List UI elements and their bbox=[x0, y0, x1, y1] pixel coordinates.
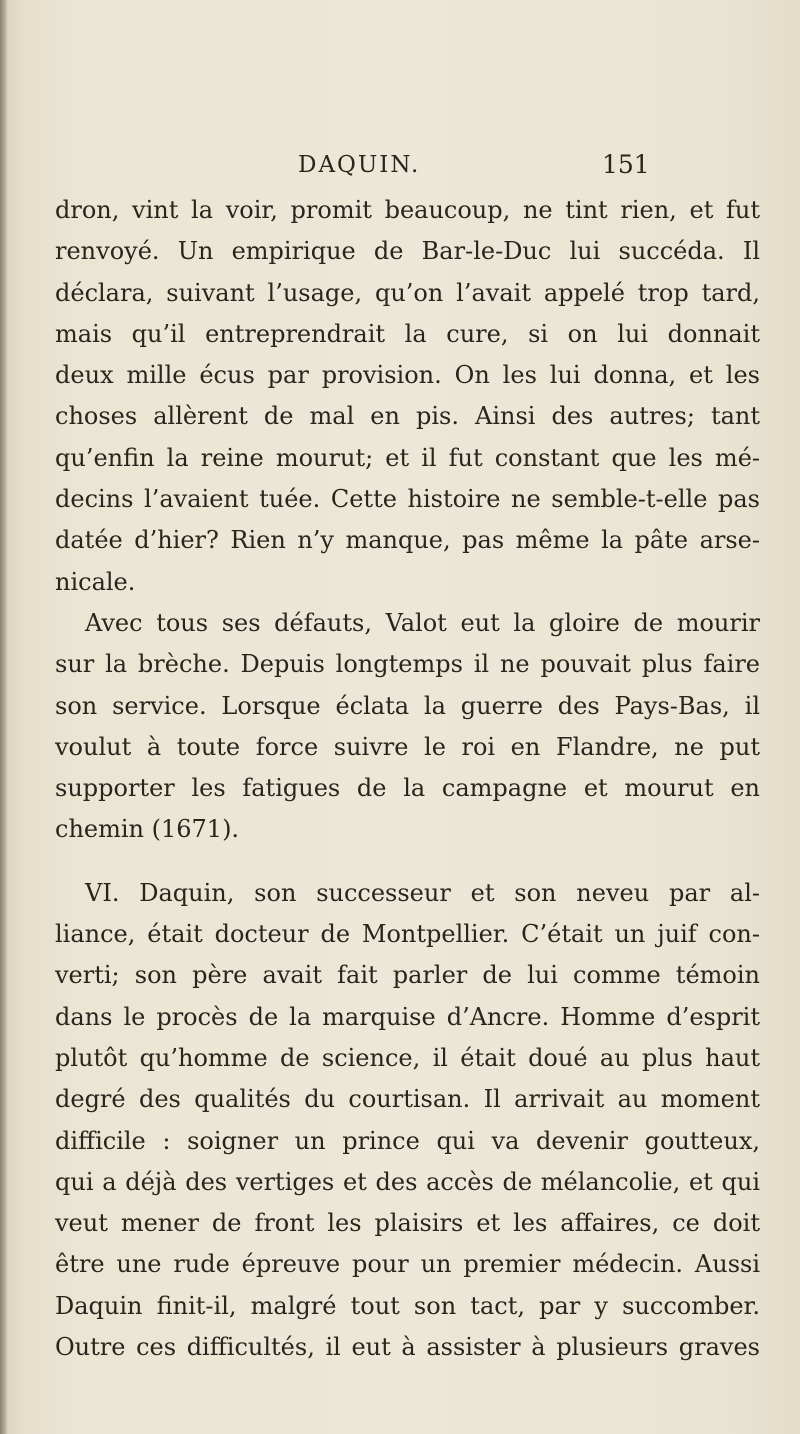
text-line: son service. Lorsque éclata la guerre des Pays-Bas, il bbox=[55, 691, 760, 720]
text-line: Outre ces difficultés, il eut à assister à plusieurs graves bbox=[55, 1333, 760, 1362]
section-spacer bbox=[55, 851, 760, 873]
page-gutter-shadow bbox=[0, 0, 8, 1434]
text-line: Daquin finit-il, malgré tout son tact, par y succomber. bbox=[55, 1291, 760, 1320]
page-header bbox=[0, 150, 800, 190]
text-line: déclara, suivant l’usage, qu’on l’avait appelé trop tard, bbox=[55, 278, 760, 307]
body-text bbox=[55, 190, 760, 1368]
text-line: verti; son père avait fait parler de lui comme témoin bbox=[55, 961, 760, 990]
paragraph-2 bbox=[55, 603, 760, 851]
running-head: DAQUIN. bbox=[298, 152, 421, 178]
text-line: voulut à toute force suivre le roi en Flandre, ne put bbox=[55, 732, 760, 761]
text-line: chemin (1671). bbox=[55, 815, 240, 844]
text-line: VI. Daquin, son successeur et son neveu par al- bbox=[85, 878, 760, 907]
text-line: degré des qualités du courtisan. Il arrivait au moment bbox=[55, 1085, 760, 1114]
text-line: Avec tous ses défauts, Valot eut la gloire de mourir bbox=[85, 608, 760, 637]
text-line: decins l’avaient tuée. Cette histoire ne semble-t-elle pas bbox=[55, 485, 760, 514]
text-line: être une rude épreuve pour un premier médecin. Aussi bbox=[55, 1250, 760, 1279]
text-line: veut mener de front les plaisirs et les affaires, ce doit bbox=[55, 1209, 760, 1238]
paragraph-3 bbox=[55, 873, 760, 1369]
text-line: qu’enfin la reine mourut; et il fut constant que les mé- bbox=[55, 443, 760, 472]
text-line: mais qu’il entreprendrait la cure, si on lui donnait bbox=[55, 319, 760, 348]
paragraph-1 bbox=[55, 190, 760, 603]
text-line: sur la brèche. Depuis longtemps il ne pouvait plus faire bbox=[55, 650, 760, 679]
text-line: deux mille écus par provision. On les lui donna, et les bbox=[55, 361, 760, 390]
text-line: dans le procès de la marquise d’Ancre. Homme d’esprit bbox=[55, 1002, 760, 1031]
text-line: nicale. bbox=[55, 567, 136, 596]
page-number: 151 bbox=[602, 150, 650, 179]
text-line: choses allèrent de mal en pis. Ainsi des autres; tant bbox=[55, 402, 760, 431]
text-line: renvoyé. Un empirique de Bar-le-Duc lui succéda. Il bbox=[55, 237, 760, 266]
text-line: liance, était docteur de Montpellier. C’était un juif con- bbox=[55, 920, 760, 949]
text-line: supporter les fatigues de la campagne et mourut en bbox=[55, 774, 760, 803]
text-line: qui a déjà des vertiges et des accès de mélancolie, et qui bbox=[55, 1167, 760, 1196]
text-line: datée d’hier? Rien n’y manque, pas même la pâte arse- bbox=[55, 526, 760, 555]
text-line: plutôt qu’homme de science, il était doué au plus haut bbox=[55, 1043, 760, 1072]
text-line: dron, vint la voir, promit beaucoup, ne tint rien, et fut bbox=[55, 196, 760, 224]
text-line: difficile : soigner un prince qui va devenir goutteux, bbox=[55, 1126, 760, 1155]
